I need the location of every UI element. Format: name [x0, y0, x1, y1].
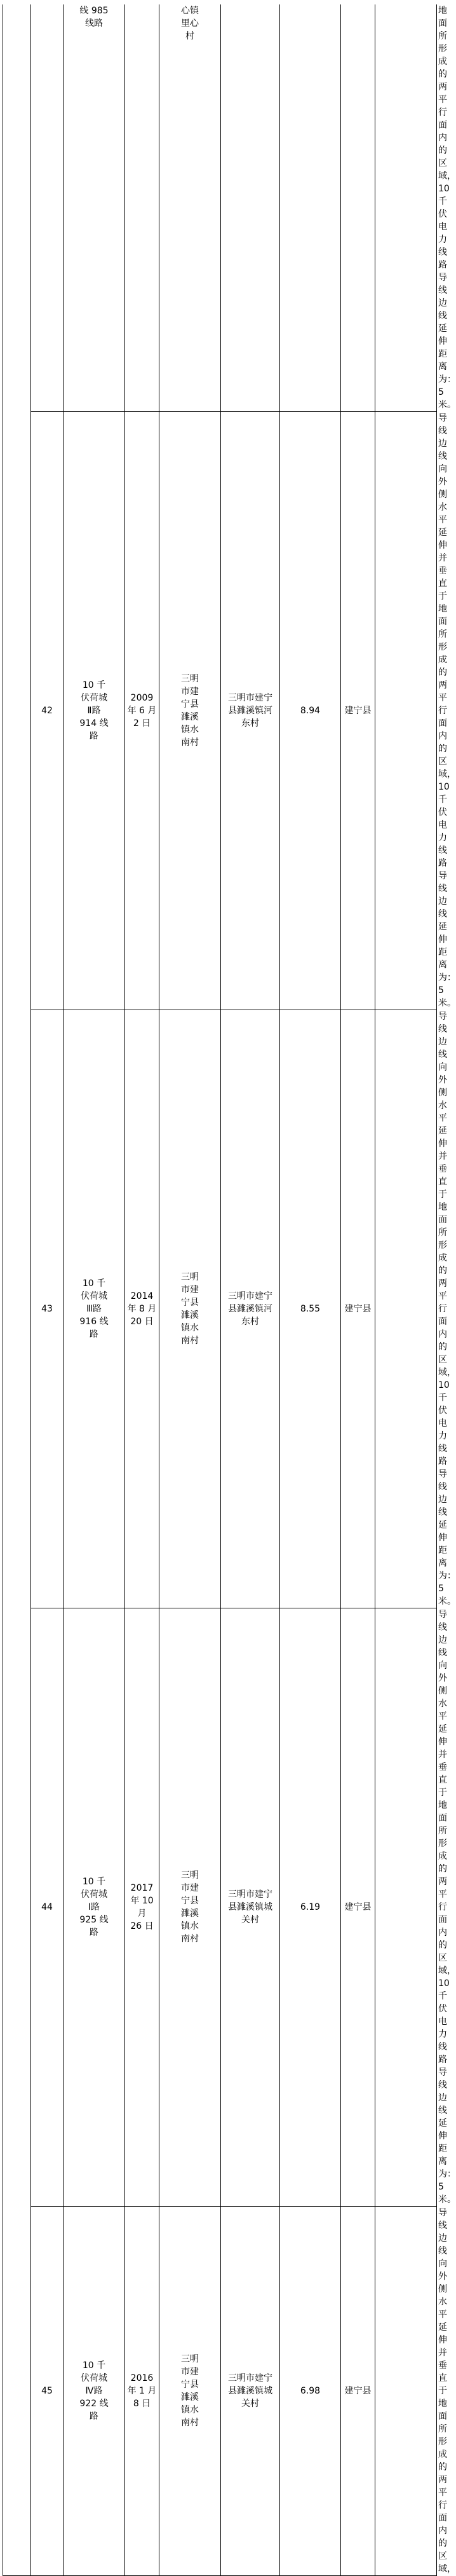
commission-date-line: 2016 年 1 月: [127, 2373, 157, 2396]
line-name-line: 线 985: [79, 6, 109, 16]
line-name-line: 线路: [85, 18, 103, 29]
row-number-value: 43: [41, 1304, 53, 1314]
line-location-line: 里心: [181, 18, 199, 29]
line-location-line: 濉溪: [181, 1310, 199, 1320]
blank-cell: [375, 4, 437, 412]
line-location-line: 濉溪: [181, 1908, 199, 1919]
line-location-line: 宁县: [181, 2380, 199, 2390]
line-location-line: 市建: [181, 1285, 199, 1295]
line-location-line: 心镇: [181, 6, 199, 16]
village: [221, 1010, 280, 1608]
county-value: 建宁县: [344, 1902, 372, 1912]
row-number-value: 42: [41, 706, 53, 716]
county: [341, 4, 375, 412]
line-location-line: 南村: [181, 1336, 199, 1346]
commission-date-line: 26 日: [130, 1921, 154, 1931]
table-row: 44 10 千 伏荷城 Ⅰ路 925 线 路 2017 年 10 月 26 日 三明 市建 宁县 濉溪 镇水 南村 三明市建宁 县濉溪镇城 关村 6.19 建宁县 导线边线向 外侧水平延 伸并垂直于 地面所形成 的两平行面 内的区域， 10 千伏电力 线路导线边 线延伸距离 为：5 米。: [3, 1608, 437, 2207]
table-row: 42 10 千 伏荷城 Ⅱ路 914 线 路 2009 年 6 月 2 日 三明 市建 宁县 濉溪 镇水 南村 三明市建宁 县濉溪镇河 东村 8.94 建宁县 导线边线向 外侧水平延 伸并垂直于 地面所形成 的两平行面 内的区域， 10 千伏电力 线路导线边 线延伸距离 为：5 米。: [3, 412, 437, 1010]
left-margin-cell: [3, 4, 31, 2576]
line-location: [159, 1010, 221, 1608]
line-name-line: 路: [90, 731, 98, 741]
line-location-line: 市建: [181, 1883, 199, 1893]
village-line: 县濉溪镇城: [228, 1902, 272, 1912]
line-location-line: 三明: [181, 1272, 199, 1282]
line-length-value: 8.94: [300, 706, 321, 716]
line-length-value: 6.98: [300, 2386, 321, 2396]
data-table: [3, 4, 456, 2576]
line-name-line: Ⅰ路: [88, 1902, 100, 1912]
line-name-line: 伏荷城: [81, 693, 107, 703]
county-value: 建宁县: [344, 706, 372, 716]
line-location: [159, 412, 221, 1010]
line-name: [64, 1608, 125, 2207]
commission-date: [125, 2207, 159, 2576]
line-name-line: 914 线: [79, 718, 109, 729]
line-length-value: 6.19: [300, 1902, 321, 1912]
village-line: 三明市建宁: [228, 693, 272, 703]
line-name-line: 916 线: [79, 1317, 109, 1327]
line-location-line: 三明: [181, 2354, 199, 2364]
line-name-line: 伏荷城: [81, 1291, 107, 1301]
table-body: [3, 4, 456, 2576]
county: [341, 2207, 375, 2576]
line-location: [159, 2207, 221, 2576]
line-length: [280, 1608, 341, 2207]
line-name-line: 10 千: [82, 1278, 106, 1289]
commission-date-line: 2009 年 6 月: [127, 693, 157, 716]
line-name-line: 10 千: [82, 2360, 106, 2371]
village: [221, 1608, 280, 2207]
county-value: 建宁县: [344, 1304, 372, 1314]
row-number: [31, 1608, 64, 2207]
line-name-line: Ⅲ路: [86, 1304, 102, 1314]
line-length-value: 8.55: [300, 1304, 321, 1314]
line-location-line: 市建: [181, 2367, 199, 2377]
village: [221, 2207, 280, 2576]
village-line: 县濉溪镇河: [228, 706, 272, 716]
village-line: 东村: [241, 1317, 259, 1327]
commission-date-line: 2017 年 10 月: [130, 1883, 154, 1919]
line-length: [280, 1010, 341, 1608]
blank-cell: [375, 2207, 437, 2576]
village: [221, 4, 280, 412]
line-name-line: Ⅱ路: [87, 706, 101, 716]
commission-date-line: 8 日: [133, 2399, 151, 2409]
table-row: 45 10 千 伏荷城 Ⅳ路 922 线 路 2016 年 1 月 8 日 三明 市建 宁县 濉溪 镇水 南村 三明市建宁 县濉溪镇城 关村 6.98 建宁县 导线边线向 外侧水平延 伸并垂直于 地面所形成 的两平行面 内的区域，: [3, 2207, 437, 2576]
county: [341, 1010, 375, 1608]
line-name: [64, 4, 125, 412]
commission-date: [125, 1608, 159, 2207]
table-row: 43 10 千 伏荷城 Ⅲ路 916 线 路 2014 年 8 月 20 日 三明 市建 宁县 濉溪 镇水 南村 三明市建宁 县濉溪镇河 东村 8.55 建宁县 导线边线向 外侧水平延 伸并垂直于 地面所形成 的两平行面 内的区域， 10 千伏电力 线路导线边 线延伸距离 为：5 米。: [3, 1010, 437, 1608]
line-name-line: 路: [90, 1329, 98, 1339]
commission-date-line: 2014 年 8 月: [127, 1291, 157, 1314]
row-number-value: 45: [41, 2386, 53, 2396]
line-location-line: 三明: [181, 674, 199, 684]
village: [221, 412, 280, 1010]
blank-cell: [375, 1608, 437, 2207]
line-length: [280, 2207, 341, 2576]
line-length: [280, 412, 341, 1010]
table-row: 线 985 线路 心镇 里心 村 地面所形成 的两平行面 内的区域， 10 千伏电力 线路导线边 线延伸距离 为：5 米。: [3, 4, 437, 412]
row-number: [31, 412, 64, 1010]
blank-cell: [375, 1010, 437, 1608]
line-location-line: 濉溪: [181, 2392, 199, 2402]
line-location-line: 镇水: [181, 1323, 199, 1333]
line-name: [64, 412, 125, 1010]
line-name-line: 伏荷城: [81, 2373, 107, 2383]
line-name-line: 路: [90, 2411, 98, 2422]
commission-date: [125, 1010, 159, 1608]
village-line: 东村: [241, 718, 259, 729]
village-line: 三明市建宁: [228, 2373, 272, 2383]
line-location-line: 市建: [181, 687, 199, 697]
line-location-line: 南村: [181, 2418, 199, 2428]
row-number-value: 44: [41, 1902, 53, 1912]
line-location-line: 南村: [181, 737, 199, 748]
line-location: [159, 1608, 221, 2207]
line-name-line: 路: [90, 1928, 98, 1938]
line-name-line: 10 千: [82, 1877, 106, 1887]
village-line: 三明市建宁: [228, 1291, 272, 1301]
row-number: [31, 2207, 64, 2576]
line-location-line: 镇水: [181, 2405, 199, 2415]
line-location-line: 村: [185, 31, 194, 41]
line-location-line: 宁县: [181, 1896, 199, 1906]
commission-date-line: 2 日: [133, 718, 151, 729]
line-name-line: Ⅳ路: [85, 2386, 103, 2396]
line-length: [280, 4, 341, 412]
line-name: [64, 1010, 125, 1608]
line-location-line: 濉溪: [181, 712, 199, 722]
line-name-line: 922 线: [79, 2399, 109, 2409]
line-name-line: 10 千: [82, 680, 106, 690]
village-line: 县濉溪镇城: [228, 2386, 272, 2396]
line-name: [64, 2207, 125, 2576]
row-number: [31, 1010, 64, 1608]
commission-date: [125, 412, 159, 1010]
line-location-line: 宁县: [181, 1298, 199, 1308]
county: [341, 1608, 375, 2207]
village-line: 关村: [241, 2399, 259, 2409]
county-value: 建宁县: [344, 2386, 372, 2396]
line-location-line: 宁县: [181, 699, 199, 709]
line-location-line: 三明: [181, 1870, 199, 1881]
line-location-line: 镇水: [181, 1921, 199, 1931]
line-name-line: 伏荷城: [81, 1889, 107, 1900]
line-location-line: 南村: [181, 1934, 199, 1944]
commission-date-line: 20 日: [130, 1317, 154, 1327]
line-name-line: 925 线: [79, 1915, 109, 1925]
blank-cell: [375, 412, 437, 1010]
line-location-line: 镇水: [181, 725, 199, 735]
commission-date: [125, 4, 159, 412]
village-line: 三明市建宁: [228, 1889, 272, 1900]
county: [341, 412, 375, 1010]
line-location: [159, 4, 221, 412]
village-line: 关村: [241, 1915, 259, 1925]
village-line: 县濉溪镇河: [228, 1304, 272, 1314]
row-number: [31, 4, 64, 412]
